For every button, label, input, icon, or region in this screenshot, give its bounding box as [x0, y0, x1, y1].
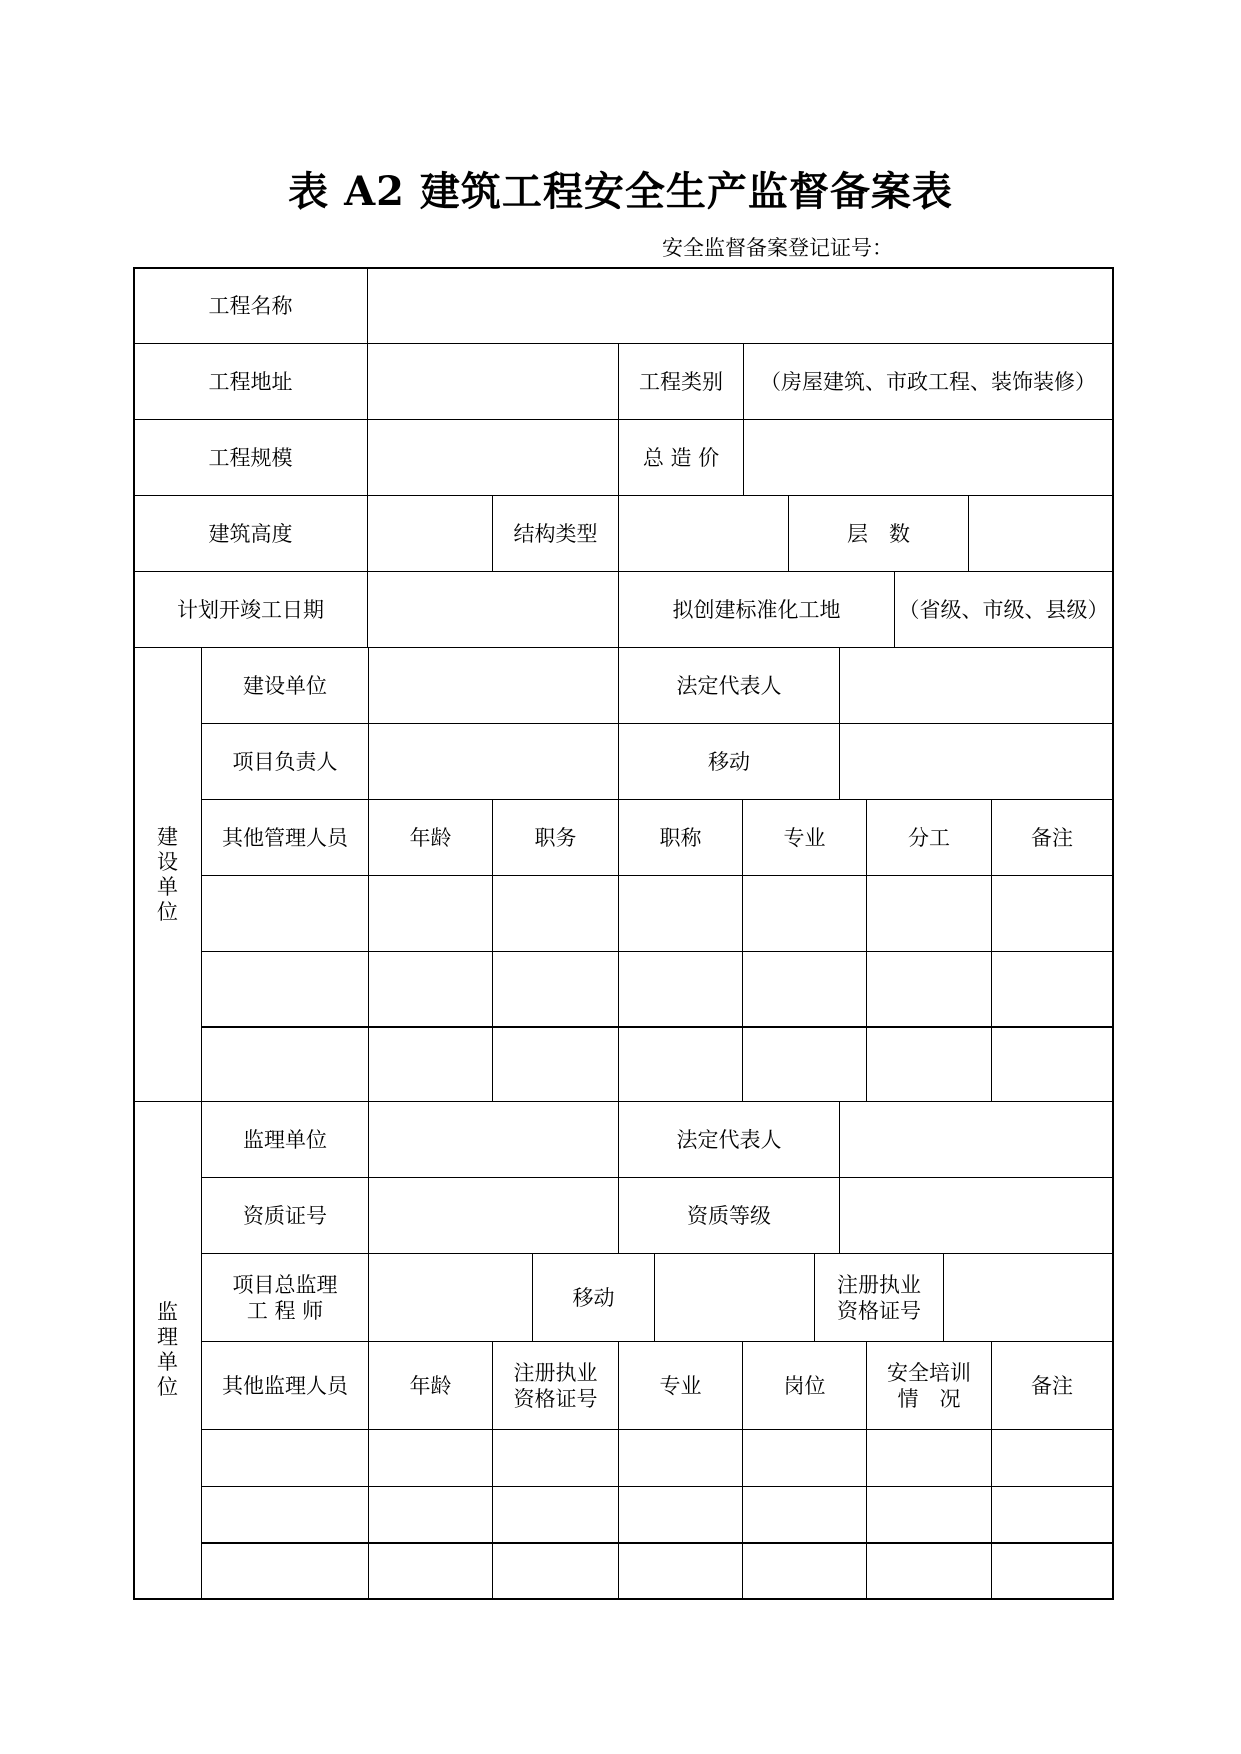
construction-legal-rep-field[interactable] — [839, 647, 1113, 724]
supervision-staff-header: 安全培训 情 况 — [866, 1341, 992, 1430]
qualification-cert-no-label: 资质证号 — [201, 1177, 369, 1254]
supervision-staff-cell[interactable] — [492, 1486, 619, 1544]
supervision-staff-cell[interactable] — [991, 1429, 1113, 1487]
construction-staff-cell[interactable] — [492, 1026, 619, 1102]
construction-staff-cell[interactable] — [618, 875, 743, 952]
construction-staff-cell[interactable] — [492, 875, 619, 952]
project-address-field[interactable] — [367, 343, 619, 420]
structure-type-label: 结构类型 — [492, 495, 619, 572]
qualification-cert-no-field[interactable] — [368, 1177, 619, 1254]
construction-staff-cell[interactable] — [618, 1026, 743, 1102]
chief-supervisor-label: 项目总监理 工 程 师 — [201, 1253, 369, 1342]
structure-type-field[interactable] — [618, 495, 789, 572]
project-address-label: 工程地址 — [133, 343, 368, 420]
project-manager-label: 项目负责人 — [201, 723, 369, 800]
construction-staff-cell[interactable] — [991, 951, 1113, 1028]
supervision-staff-cell[interactable] — [201, 1429, 369, 1487]
project-name-label: 工程名称 — [133, 267, 368, 344]
chief-supervisor-field[interactable] — [368, 1253, 533, 1342]
total-cost-label: 总 造 价 — [618, 419, 744, 496]
construction-staff-cell[interactable] — [742, 1026, 867, 1102]
standard-site-field[interactable]: （省级、市级、县级） — [894, 571, 1113, 648]
supervision-staff-cell[interactable] — [991, 1486, 1113, 1544]
supervision-staff-header: 专业 — [618, 1341, 743, 1430]
construction-staff-header: 年龄 — [368, 799, 493, 876]
building-height-label: 建筑高度 — [133, 495, 368, 572]
supervision-staff-cell[interactable] — [866, 1542, 992, 1600]
supervision-section-label: 监理单位 — [133, 1101, 202, 1599]
supervision-staff-cell[interactable] — [201, 1486, 369, 1544]
chief-reg-cert-label: 注册执业 资格证号 — [814, 1253, 944, 1342]
construction-legal-rep-label: 法定代表人 — [618, 647, 840, 724]
construction-staff-cell[interactable] — [492, 951, 619, 1028]
project-scale-label: 工程规模 — [133, 419, 368, 496]
project-scale-field[interactable] — [367, 419, 619, 496]
project-category-field[interactable]: （房屋建筑、市政工程、装饰装修） — [743, 343, 1113, 420]
supervision-mobile-label: 移动 — [532, 1253, 655, 1342]
construction-staff-cell[interactable] — [991, 875, 1113, 952]
supervision-staff-cell[interactable] — [368, 1486, 493, 1544]
supervision-staff-cell[interactable] — [866, 1429, 992, 1487]
construction-staff-cell[interactable] — [618, 951, 743, 1028]
supervision-legal-rep-field[interactable] — [839, 1101, 1113, 1178]
supervision-staff-cell[interactable] — [368, 1542, 493, 1600]
supervision-staff-cell[interactable] — [866, 1486, 992, 1544]
construction-staff-cell[interactable] — [201, 1026, 369, 1102]
construction-staff-header: 分工 — [866, 799, 992, 876]
supervision-legal-rep-label: 法定代表人 — [618, 1101, 840, 1178]
construction-staff-header: 其他管理人员 — [201, 799, 369, 876]
supervision-staff-header: 注册执业 资格证号 — [492, 1341, 619, 1430]
construction-mobile-field[interactable] — [839, 723, 1113, 800]
supervision-staff-header: 备注 — [991, 1341, 1113, 1430]
construction-staff-cell[interactable] — [742, 875, 867, 952]
supervision-staff-cell[interactable] — [618, 1542, 743, 1600]
schedule-dates-label: 计划开竣工日期 — [133, 571, 368, 648]
qualification-grade-label: 资质等级 — [618, 1177, 840, 1254]
supervision-staff-cell[interactable] — [742, 1429, 867, 1487]
construction-staff-cell[interactable] — [368, 951, 493, 1028]
supervision-staff-cell[interactable] — [492, 1429, 619, 1487]
supervision-staff-cell[interactable] — [492, 1542, 619, 1600]
project-name-field[interactable] — [367, 267, 1113, 344]
construction-staff-cell[interactable] — [866, 951, 992, 1028]
supervision-unit-field[interactable] — [368, 1101, 619, 1178]
supervision-mobile-field[interactable] — [654, 1253, 815, 1342]
total-cost-field[interactable] — [743, 419, 1113, 496]
floors-field[interactable] — [968, 495, 1113, 572]
building-height-field[interactable] — [367, 495, 493, 572]
construction-staff-header: 职称 — [618, 799, 743, 876]
standard-site-label: 拟创建标准化工地 — [618, 571, 895, 648]
construction-staff-cell[interactable] — [742, 951, 867, 1028]
supervision-staff-header: 其他监理人员 — [201, 1341, 369, 1430]
construction-unit-field[interactable] — [368, 647, 619, 724]
supervision-staff-cell[interactable] — [742, 1542, 867, 1600]
construction-mobile-label: 移动 — [618, 723, 840, 800]
construction-unit-label: 建设单位 — [201, 647, 369, 724]
construction-staff-header: 备注 — [991, 799, 1113, 876]
supervision-staff-cell[interactable] — [742, 1486, 867, 1544]
construction-staff-cell[interactable] — [866, 1026, 992, 1102]
qualification-grade-field[interactable] — [839, 1177, 1113, 1254]
supervision-staff-cell[interactable] — [618, 1429, 743, 1487]
construction-staff-cell[interactable] — [991, 1026, 1113, 1102]
construction-staff-cell[interactable] — [866, 875, 992, 952]
page-title: 表 A2 建筑工程安全生产监督备案表 — [288, 168, 953, 215]
construction-staff-cell[interactable] — [201, 951, 369, 1028]
supervision-unit-label: 监理单位 — [201, 1101, 369, 1178]
construction-staff-header: 专业 — [742, 799, 867, 876]
registration-number-label: 安全监督备案登记证号： — [662, 236, 893, 260]
construction-staff-cell[interactable] — [368, 875, 493, 952]
supervision-staff-header: 岗位 — [742, 1341, 867, 1430]
chief-reg-cert-field[interactable] — [943, 1253, 1113, 1342]
supervision-staff-cell[interactable] — [201, 1542, 369, 1600]
project-category-label: 工程类别 — [618, 343, 744, 420]
supervision-staff-cell[interactable] — [368, 1429, 493, 1487]
supervision-staff-header: 年龄 — [368, 1341, 493, 1430]
project-manager-field[interactable] — [368, 723, 619, 800]
schedule-dates-field[interactable] — [367, 571, 619, 648]
construction-staff-cell[interactable] — [201, 875, 369, 952]
supervision-staff-cell[interactable] — [991, 1542, 1113, 1600]
supervision-staff-cell[interactable] — [618, 1486, 743, 1544]
construction-staff-header: 职务 — [492, 799, 619, 876]
floors-label: 层 数 — [788, 495, 969, 572]
construction-staff-cell[interactable] — [368, 1026, 493, 1102]
construction-section-label: 建设单位 — [133, 647, 202, 1102]
